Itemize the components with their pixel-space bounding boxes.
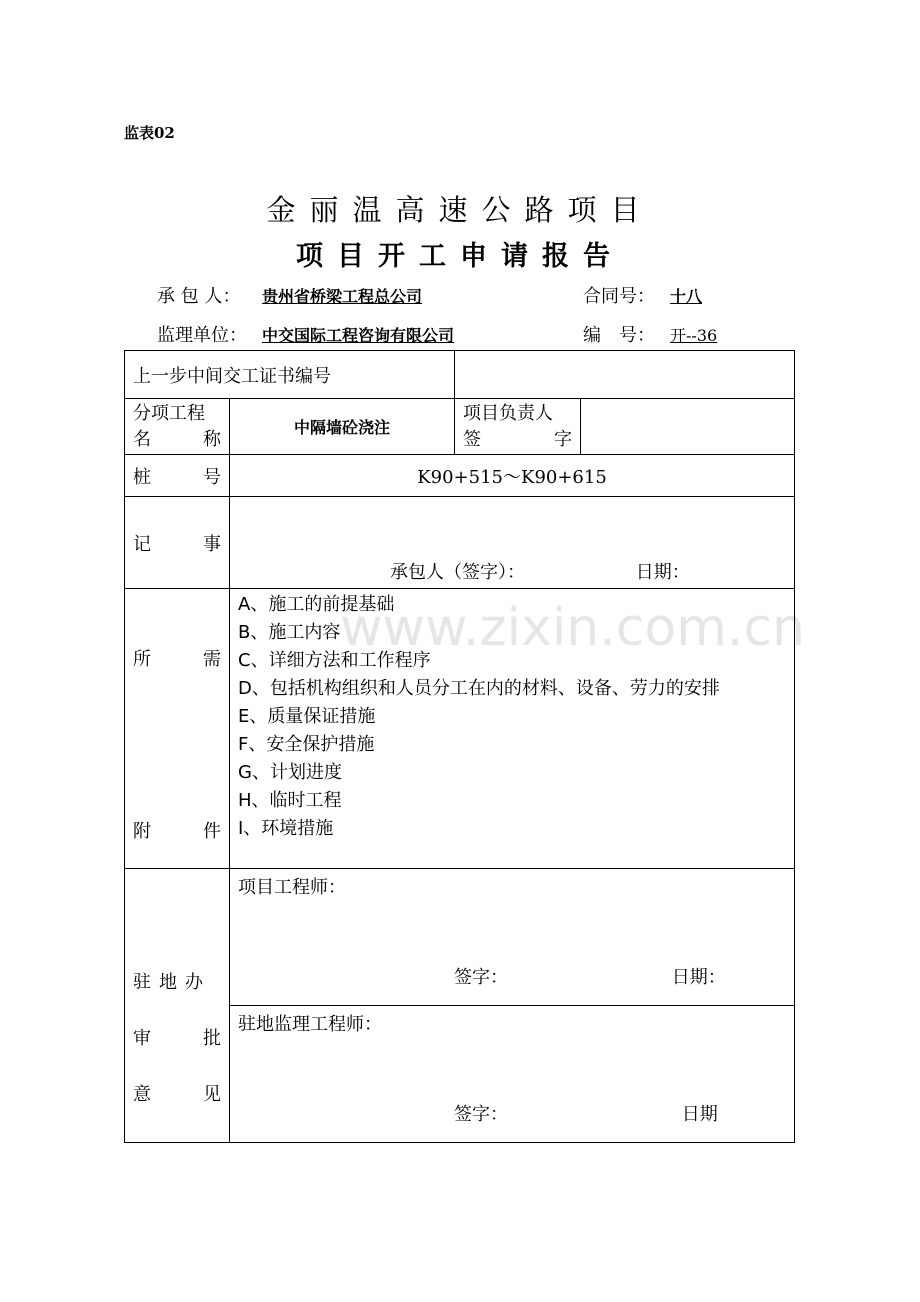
notes-label-char2: 事: [203, 533, 221, 555]
attach-label-char4: 件: [203, 821, 221, 842]
pm-sign-value: [581, 399, 795, 455]
engineer-cell: [230, 869, 795, 1006]
approval-label: [125, 869, 230, 1143]
application-table: [124, 350, 795, 1143]
notes-label-char1: 记: [133, 533, 151, 555]
serial-label: 编 号：: [583, 325, 655, 346]
notes-date: 日期：: [635, 562, 690, 583]
pm-label: [455, 399, 581, 455]
contract-no-value: 十八: [670, 287, 703, 306]
project-title: 金丽温高速公路项目: [266, 193, 654, 227]
approval-label-char3: 意: [133, 1084, 151, 1105]
prev-cert-value: [455, 351, 795, 399]
approval-label-char2: 批: [203, 1028, 221, 1049]
attachment-item: D、包括机构组织和人员分工在内的材料、设备、劳力的安排: [238, 678, 720, 699]
attachments-list: [230, 589, 795, 869]
notes-label: [125, 497, 230, 589]
attach-label-char3: 附: [133, 821, 151, 842]
attach-label: [125, 589, 230, 869]
prev-cert-label: 上一步中间交工证书编号: [125, 351, 455, 399]
supervisor-value: 中交国际工程咨询有限公司: [262, 326, 455, 345]
engineer-sign: 签字：: [454, 967, 508, 988]
resident-sign: 签字：: [454, 1104, 508, 1125]
attachment-item: C、详细方法和工作程序: [238, 650, 431, 671]
attachment-item: G、计划进度: [238, 762, 342, 783]
subitem-label-line1: 分项工程: [133, 402, 205, 424]
contractor-value: 贵州省桥梁工程总公司: [262, 287, 423, 306]
attachment-item: B、施工内容: [238, 622, 341, 643]
engineer-date: 日期：: [671, 967, 726, 988]
pile-label: [125, 455, 230, 497]
serial-value: 开--36: [670, 326, 718, 345]
attachment-item: H、临时工程: [238, 790, 342, 811]
notes-sign: 承包人（签字）：: [390, 562, 525, 583]
attachment-item: F、安全保护措施: [238, 734, 375, 755]
pm-label-char1: 签: [463, 428, 481, 450]
report-title: 项目开工申请报告: [296, 241, 624, 272]
subitem-label-char1: 名: [133, 428, 151, 450]
resident-engineer-label: 驻地监理工程师：: [238, 1014, 382, 1035]
watermark: www.zixin.com.cn: [340, 598, 805, 658]
attach-label-char2: 需: [203, 649, 221, 670]
subitem-label-line2: [133, 427, 221, 453]
supervisor-label: 监理单位：: [157, 325, 247, 346]
approval-label-char1: 审: [133, 1028, 151, 1049]
subitem-label-char2: 称: [203, 428, 221, 450]
attachment-item: E、质量保证措施: [238, 706, 376, 727]
resident-date: 日期: [681, 1104, 718, 1125]
resident-engineer-cell: [230, 1006, 795, 1143]
pm-label-line2: [463, 427, 572, 453]
pile-label-char1: 桩: [133, 466, 151, 488]
pm-label-line1: 项目负责人: [463, 402, 553, 424]
approval-label-line1: 驻地办: [133, 972, 211, 993]
contractor-label: 承 包 人：: [157, 286, 241, 307]
pile-value: K90+515～K90+615: [230, 455, 795, 497]
contract-no-label: 合同号：: [583, 286, 655, 307]
form-number: 监表02: [124, 124, 175, 142]
attach-label-char1: 所: [133, 649, 151, 670]
attachment-item: A、施工的前提基础: [238, 594, 395, 615]
approval-label-char4: 见: [203, 1084, 221, 1105]
engineer-label: 项目工程师：: [238, 877, 346, 898]
approval-label-line2: [133, 1011, 221, 1067]
notes-cell: [230, 497, 795, 589]
attachment-item: I、环境措施: [238, 818, 334, 839]
subitem-value: 中隔墙砼浇注: [230, 399, 455, 455]
subitem-label: [125, 399, 230, 455]
pm-label-char2: 字: [554, 428, 572, 450]
approval-label-line3: [133, 1067, 221, 1123]
pile-label-char2: 号: [203, 466, 221, 488]
